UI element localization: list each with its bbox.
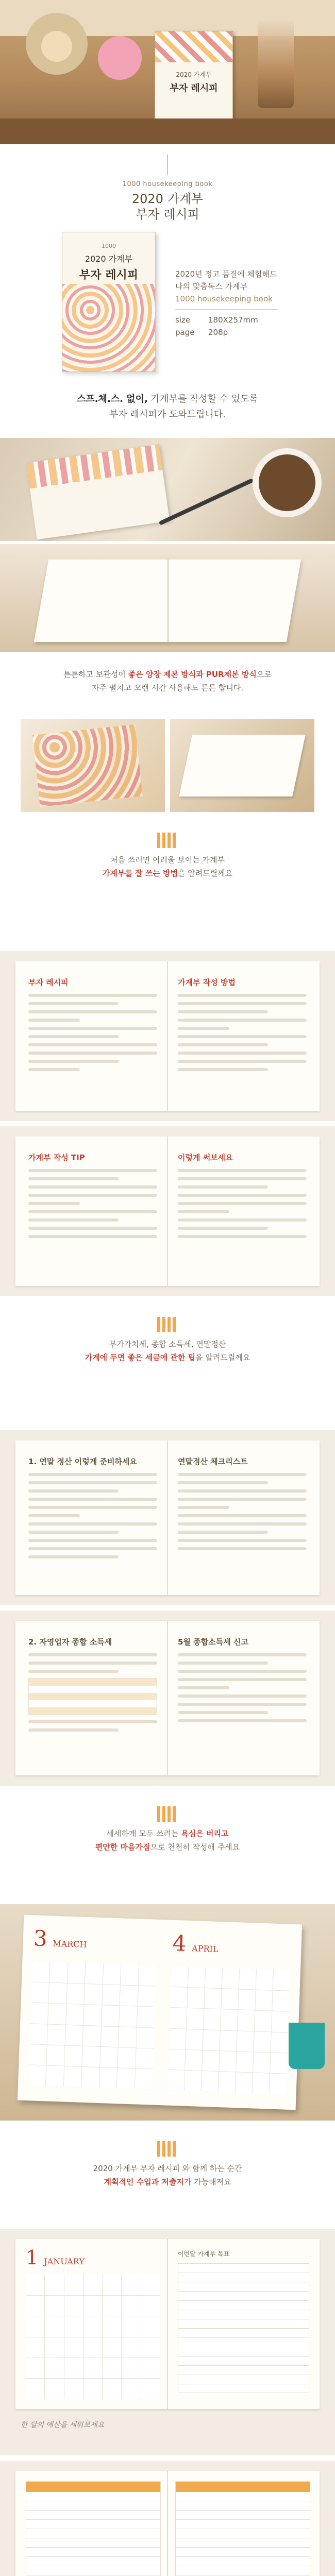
product-desc [175,268,309,338]
weekly-right-table [175,2481,310,2576]
spread3-right [178,1456,307,1585]
pink-pig-toy [98,36,142,80]
calendar-grid-right [167,1967,290,2094]
weekly-spread [0,2461,335,2576]
book-pen-photo [0,438,335,541]
monthly-calendar-grid [26,2275,160,2399]
intro-title [0,191,335,222]
monthly-side-panel [178,2249,309,2393]
feature5-section [0,1786,335,1904]
book-flower-pattern [155,31,232,62]
desc-line-1: 2020년 정고 품질에 체험해드 [175,269,277,279]
spread3-page [15,1440,320,1595]
cover-title: 2020 가계부 [85,254,133,264]
spread2-right-title: 이렇게 써보세요 [178,1153,233,1162]
book-center-fold [167,560,169,642]
calendar-header-left [33,1925,88,1953]
feature3-end: 을 알려드릴께요 [177,869,233,878]
intro-title-line2: 부자 레시피 [136,207,199,222]
weekly-left-table [26,2481,161,2576]
size-label: size [175,315,191,325]
intro-caption: 1000 housekeeping book [122,180,213,188]
feature5-line2 [0,1840,335,1854]
spread1-right [178,977,307,1100]
feature6-deco [157,2141,178,2157]
spread1-left-title: 부자 레시피 [28,978,69,987]
spread2-right [178,1152,307,1276]
feature1-line2: 부자 레시피가 도와드립니다. [109,409,226,420]
spread3-left [28,1456,157,1585]
intro-section [0,144,335,222]
month-name-2: APRIL [191,1943,219,1954]
spread4-page [15,1621,320,1775]
size-value: 180X257mm [208,315,258,325]
calendar-grid-left [28,1961,156,2089]
spread1-right-title: 가계부 작성 방법 [178,978,236,987]
feature3-deco [157,833,178,848]
plush-toy-face [41,31,72,62]
weekly-page [15,2471,320,2576]
month-name-1: MARCH [53,1938,87,1950]
spread4-right-title: 5월 종합소득세 신고 [178,1637,248,1647]
spread4-right [178,1636,307,1765]
feature3-accent: 가계부를 잘 쓰는 방법 [102,869,178,878]
spread2 [0,1126,335,1296]
feature3-section [0,817,335,951]
feature6-section [0,2121,335,2229]
spread2-left [28,1152,157,1276]
product-cover [62,232,156,372]
feature2-start: 튼튼하고 보관성이 [63,670,128,679]
product-section [0,222,335,386]
feature4-accent: 가계에 두면 좋은 세금에 관한 팁 [85,1353,196,1362]
feature2-end: 으로 [256,670,272,679]
page-label: page [175,328,195,337]
feature3-line1: 처음 쓰러면 어려울 보이는 가계부 [110,855,225,865]
spread3-right-title: 연말정산 체크리스트 [178,1457,248,1466]
spread4-table [28,1678,157,1715]
monthly-num: 1 [26,2246,39,2269]
spread1-fold [167,961,168,1111]
feature4-line1: 부가가치세, 종합 소득세, 연말정산 [109,1340,226,1349]
feature6-accent: 계획적인 수입과 저출지 [104,2177,184,2187]
calendar-header-right [172,1930,219,1957]
feature1-bold: 스프.체.스. 없이, [76,394,148,404]
binding-photos [0,719,335,817]
feature1-rest: 가계부를 작성할 수 있도록 [147,394,259,404]
spread2-page [15,1137,320,1286]
month-num-1: 3 [33,1925,48,1952]
feature4-line2 [0,1351,335,1364]
monthly-header [26,2246,85,2269]
feature5-end: 으로 천천히 작성해 주세요 [150,1842,240,1852]
feature2-line1 [0,668,335,681]
spread3 [0,1430,335,1605]
feature5-accent1: 욕심은 버리고 [181,1829,229,1838]
feature2-section [0,652,335,719]
spread1-left [28,977,157,1100]
wooden-table [0,118,335,144]
teal-cup [289,2023,325,2069]
feature2-accent: 좋은 양장 제본 방식과 PUR제본 방식 [128,670,257,679]
spread1 [0,951,335,1121]
hardcover-photo [21,719,165,812]
feature4-end: 을 알려드릴께요 [195,1353,250,1362]
monthly-note: 한 달의 예산을 세워보세요 [21,2421,105,2429]
latte-glass [258,21,294,108]
feature5-start: 세세하게 모두 쓰려는 [106,1829,181,1838]
spread1-page [15,961,320,1111]
book-closeup-photo [0,544,335,652]
calendar-photo [0,1904,335,2121]
feature6-end: 가 가능해져요 [183,2177,231,2187]
feature2-line2: 자주 펼치고 오랜 시간 사용해도 튼튼 합니다. [91,683,244,692]
pen [159,478,254,526]
weekly-right-header [176,2482,310,2492]
spread4-left-title: 2. 자영업자 종합 소득세 [28,1637,112,1647]
feature6-line1: 2020 가계부 부자 레시피 와 함께 하는 순간 [93,2164,242,2173]
spec-divider [175,309,278,310]
spread3-left-title: 1. 연말 정산 이렇게 준비하세요 [28,1457,137,1466]
feature5-line1 [0,1827,335,1840]
desc-line-3: 1000 housekeeping book [175,294,273,303]
spread2-left-title: 가계부 작성 TIP [28,1153,85,1162]
calendar-spread [18,1915,302,2110]
feature4-section [0,1296,335,1430]
monthly-spread [0,2229,335,2455]
feature1-section [0,386,335,438]
monthly-side-table [178,2263,309,2393]
coffee-cup [253,448,322,517]
book-small-title: 2020 가계부 [176,71,212,78]
open-binding-photo [170,719,314,812]
feature4-deco [157,1317,178,1332]
book-in-photo [155,31,233,130]
spec-page [175,326,309,338]
desc-line-2: 나의 맞춤독스 가계부 [175,282,247,291]
monthly-side-title: 이번달 가계부 목표 [178,2250,230,2258]
intro-divider [167,155,168,175]
feature6-line2 [0,2175,335,2189]
book-big-title: 부자 레시피 [170,83,218,94]
cover-flower-pattern [62,284,155,371]
book-flat [26,445,170,540]
spread4-left [28,1636,157,1765]
spread4 [0,1611,335,1786]
weekly-left-header [26,2482,160,2492]
monthly-page [15,2239,320,2409]
hero-photo [0,0,335,144]
feature5-deco [157,1806,178,1822]
cover-brand: 1000 [102,243,116,249]
feature1-line1 [0,392,335,407]
feature3-line2 [0,867,335,880]
month-num-2: 4 [172,1930,187,1956]
cover-subtitle: 부자 레시피 [79,269,138,282]
monthly-name: JANUARY [44,2257,85,2266]
intro-title-line1: 2020 가계부 [131,192,204,206]
spec-size [175,314,309,326]
feature5-accent2: 편안한 마음가짐 [95,1842,150,1852]
page-value: 208p [208,328,228,337]
